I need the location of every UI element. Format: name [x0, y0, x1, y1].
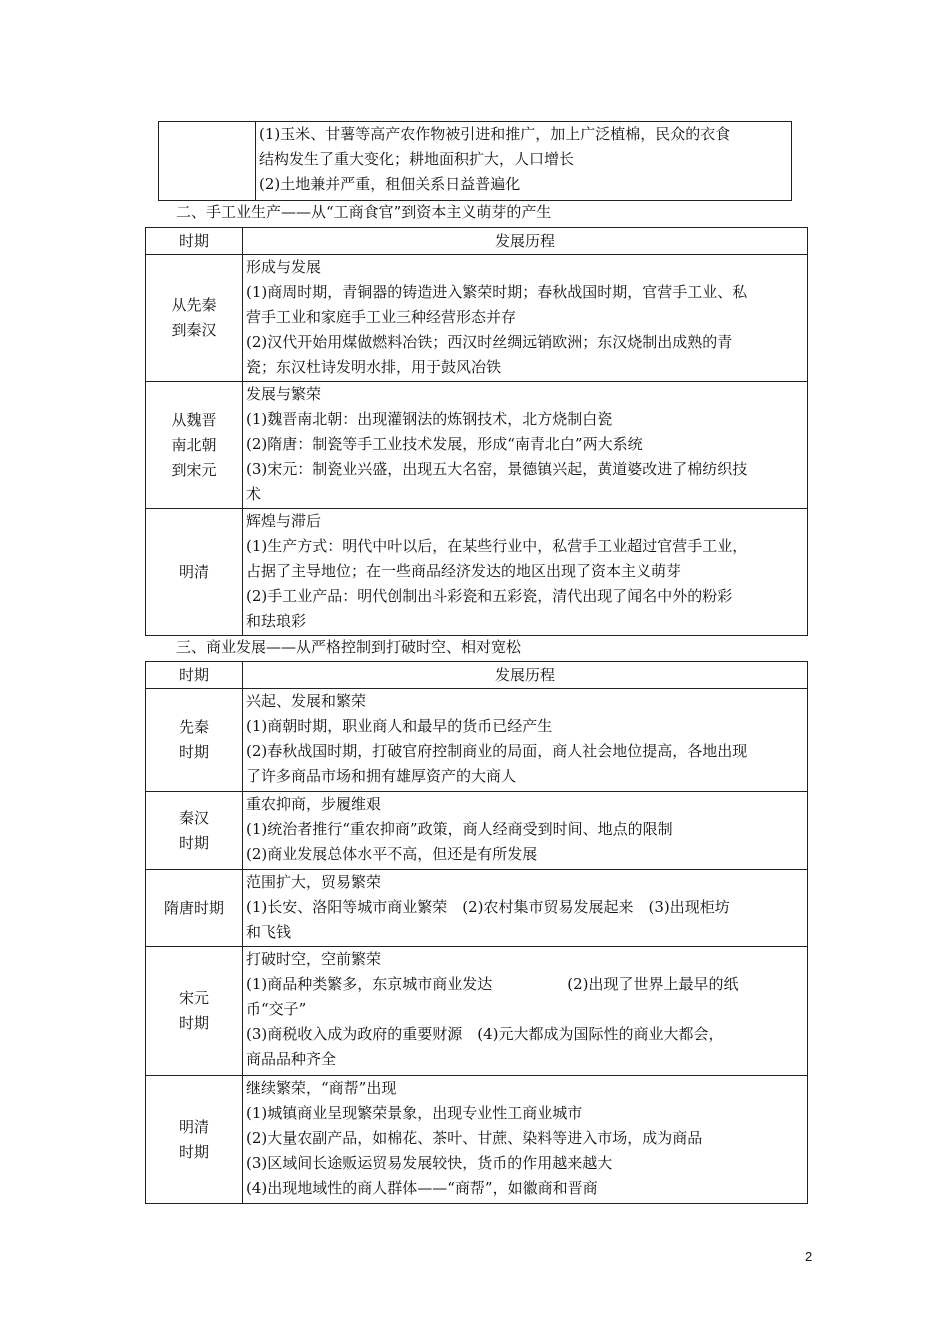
period-line: 时期 — [178, 1142, 209, 1161]
content-line: 重农抑商，步履维艰 — [246, 795, 382, 813]
content-line: 币“交子” — [246, 1000, 307, 1018]
period-line: 从先秦 — [171, 296, 217, 314]
table-row — [146, 1076, 808, 1204]
content-line: 占据了主导地位；在一些商品经济发达的地区出现了资本主义萌芽 — [246, 562, 682, 580]
period-line: 明清 — [178, 1117, 209, 1136]
period-line: 秦汉 — [178, 808, 209, 827]
content-line: (1)玉米、甘薯等高产农作物被引进和推广，加上广泛植棉，民众的衣食 — [259, 125, 731, 143]
column-header-content: 发展历程 — [243, 228, 808, 255]
column-header-period: 时期 — [146, 228, 243, 255]
content-cell — [243, 689, 808, 792]
content-line: 营手工业和家庭手工业三种经营形态并存 — [246, 308, 517, 326]
content-cell — [243, 947, 808, 1076]
table-row — [146, 689, 808, 792]
table-row — [146, 382, 808, 509]
period-cell — [146, 509, 243, 636]
period-cell — [146, 870, 243, 947]
continued-table — [158, 121, 792, 201]
content-line: (2)汉代开始用煤做燃料冶铁；西汉时丝绸远销欧洲；东汉烧制出成熟的青 — [246, 333, 733, 351]
column-header-period: 时期 — [146, 662, 243, 689]
content-line: 发展与繁荣 — [246, 385, 322, 403]
period-line: 从魏晋 — [171, 410, 217, 429]
period-cell — [146, 255, 243, 382]
table-header-row — [146, 662, 808, 689]
table-row — [146, 509, 808, 636]
content-line: 结构发生了重大变化；耕地面积扩大，人口增长 — [259, 150, 575, 168]
table-row — [146, 255, 808, 382]
period-line: 先秦 — [178, 718, 209, 736]
period-line: 到秦汉 — [171, 321, 217, 339]
table-row — [146, 792, 808, 870]
content-line: 和珐琅彩 — [246, 612, 307, 630]
content-line: (3)区域间长途贩运贸易发展较快，货币的作用越来越大 — [246, 1154, 613, 1172]
period-line: 时期 — [178, 743, 209, 761]
content-line: (3)商税收入成为政府的重要财源 (4)元大都成为国际性的商业大都会， — [246, 1025, 724, 1043]
period-cell — [146, 947, 243, 1076]
period-line: 时期 — [178, 833, 209, 852]
content-line: (1)商品种类繁多，东京城市商业发达 (2)出现了世界上最早的纸 — [246, 975, 739, 993]
content-line: (2)隋唐：制瓷等手工业技术发展，形成“南青北白”两大系统 — [246, 435, 643, 453]
period-line: 明清 — [178, 562, 209, 581]
period-cell — [146, 792, 243, 870]
content-line: (2)商业发展总体水平不高，但还是有所发展 — [246, 845, 538, 863]
period-line: 到宋元 — [171, 460, 217, 479]
content-line: (1)长安、洛阳等城市商业繁荣 (2)农村集市贸易发展起来 (3)出现柜坊 — [246, 898, 730, 916]
table-row — [146, 947, 808, 1076]
content-line: 辉煌与滞后 — [246, 512, 322, 530]
content-line: (1)生产方式：明代中叶以后，在某些行业中，私营手工业超过官营手工业， — [246, 537, 748, 555]
content-line: (1)商朝时期，职业商人和最早的货币已经产生 — [246, 717, 553, 735]
content-line: (2)大量农副产品，如棉花、茶叶、甘蔗、染料等进入市场，成为商品 — [246, 1129, 703, 1147]
content-cell — [243, 509, 808, 636]
content-line: 范围扩大，贸易繁荣 — [246, 873, 382, 891]
handicraft-table — [145, 227, 808, 636]
content-line: 打破时空，空前繁荣 — [246, 950, 382, 968]
period-cell — [146, 382, 243, 509]
content-line: (1)魏晋南北朝：出现灌钢法的炼钢技术，北方烧制白瓷 — [246, 410, 613, 428]
period-line: 南北朝 — [171, 435, 217, 454]
content-line: 了许多商品市场和拥有雄厚资产的大商人 — [246, 767, 517, 785]
period-cell — [146, 689, 243, 792]
content-cell — [243, 792, 808, 870]
period-line: 时期 — [178, 1014, 209, 1032]
table-row — [146, 870, 808, 947]
period-cell — [159, 122, 256, 201]
content-line: 继续繁荣，“商帮”出现 — [246, 1079, 397, 1097]
table-row — [159, 122, 792, 201]
content-cell — [243, 1076, 808, 1204]
content-line: (2)手工业产品：明代创制出斗彩瓷和五彩瓷，清代出现了闻名中外的粉彩 — [246, 587, 733, 605]
content-line: (1)统治者推行“重农抑商”政策，商人经商受到时间、地点的限制 — [246, 820, 673, 838]
period-line: 宋元 — [178, 989, 209, 1007]
content-line: (1)商周时期，青铜器的铸造进入繁荣时期；春秋战国时期，官营手工业、私 — [246, 283, 748, 301]
content-line: 术 — [246, 485, 262, 503]
content-line: (2)春秋战国时期，打破官府控制商业的局面，商人社会地位提高，各地出现 — [246, 742, 748, 760]
content-line: 和飞钱 — [246, 923, 292, 941]
period-line: 隋唐时期 — [163, 898, 224, 917]
content-line: 形成与发展 — [246, 258, 322, 276]
table-header-row — [146, 228, 808, 255]
content-line: (2)土地兼并严重，租佃关系日益普遍化 — [259, 175, 521, 193]
commerce-table — [145, 661, 808, 1204]
content-line: 兴起、发展和繁荣 — [246, 692, 367, 710]
content-cell — [243, 870, 808, 947]
column-header-content: 发展历程 — [243, 662, 808, 689]
period-cell — [146, 1076, 243, 1204]
content-cell — [243, 382, 808, 509]
content-line: 商品品种齐全 — [246, 1050, 337, 1068]
content-cell — [243, 255, 808, 382]
content-cell — [256, 122, 792, 201]
content-line: (3)宋元：制瓷业兴盛，出现五大名窑，景德镇兴起，黄道婆改进了棉纺织技 — [246, 460, 748, 478]
content-line: (1)城镇商业呈现繁荣景象，出现专业性工商业城市 — [246, 1104, 583, 1122]
section-title-commerce: 三、商业发展——从严格控制到打破时空、相对宽松 — [176, 638, 522, 656]
content-line: 瓷；东汉杜诗发明水排，用于鼓风冶铁 — [246, 358, 502, 376]
page-number: 2 — [805, 1249, 813, 1264]
section-title-handicraft: 二、手工业生产——从“工商食官”到资本主义萌芽的产生 — [176, 203, 552, 221]
content-line: (4)出现地域性的商人群体——“商帮”，如徽商和晋商 — [246, 1179, 598, 1197]
